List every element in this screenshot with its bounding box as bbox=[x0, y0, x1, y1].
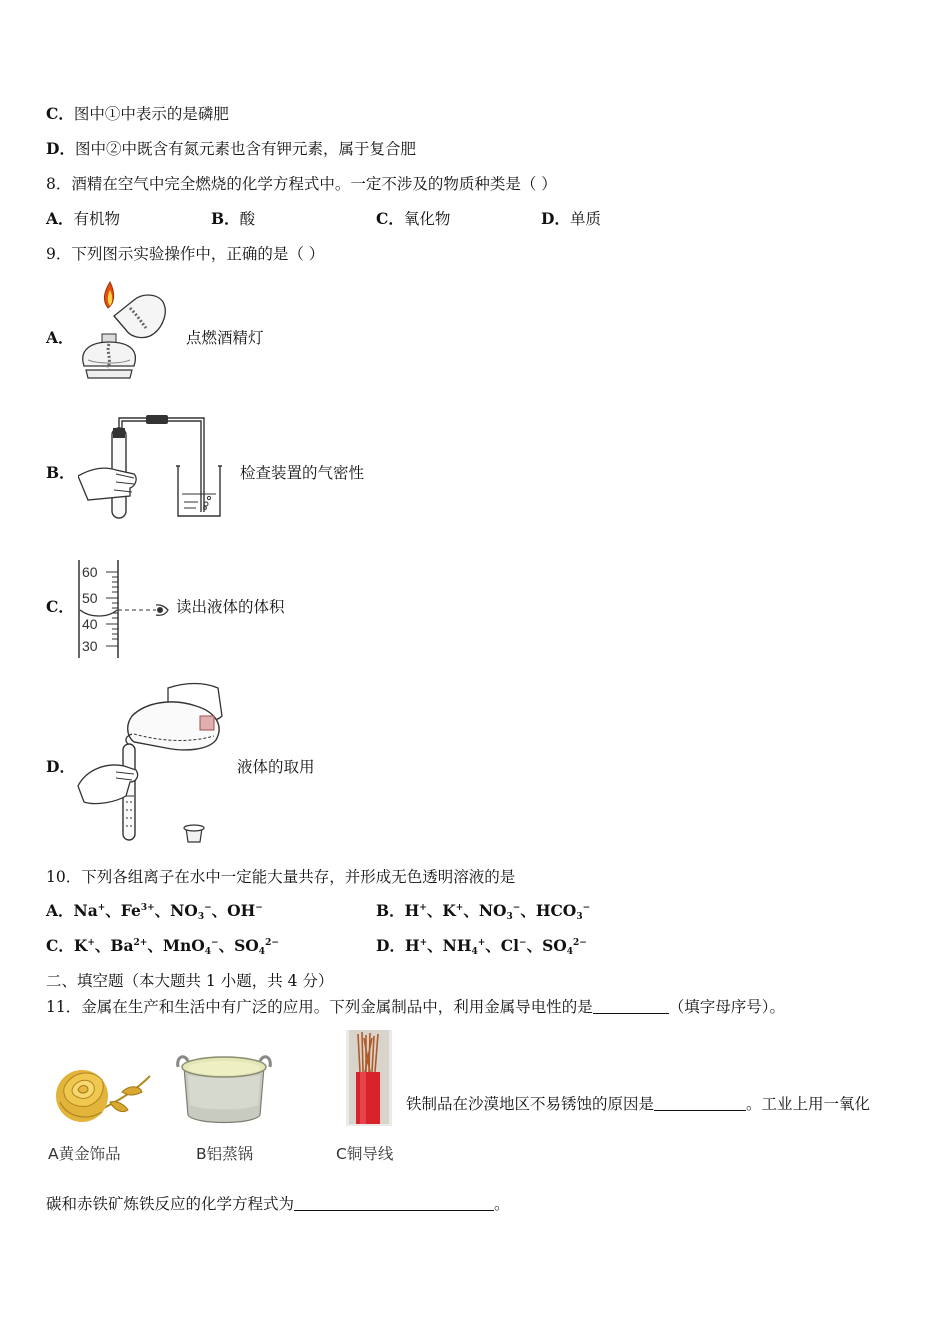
option-text: 图中①中表示的是磷肥 bbox=[73, 105, 229, 123]
q11-stem-text: 11．金属在生产和生活中有广泛的应用。下列金属制品中，利用金属导电性的是 bbox=[46, 998, 593, 1016]
caption-gold: A黄金饰品 bbox=[48, 1145, 121, 1163]
gold-rose-icon bbox=[52, 1058, 152, 1130]
q9-option-d-text: 液体的取用 bbox=[237, 758, 315, 776]
q11-last-line-before: 碳和赤铁矿炼铁反应的化学方程式为 bbox=[46, 1195, 295, 1213]
graduated-cylinder-reading-icon bbox=[76, 558, 176, 662]
q11-last-line-after: 。 bbox=[494, 1195, 510, 1213]
tick-label-60: 60 bbox=[82, 564, 98, 580]
q9-option-c-letter: C． bbox=[46, 597, 74, 616]
option-letter: D． bbox=[541, 209, 570, 228]
q7-option-c bbox=[46, 104, 229, 124]
option-text: 酸 bbox=[239, 210, 256, 228]
option-letter: C． bbox=[46, 936, 74, 955]
tick-label-50: 50 bbox=[82, 590, 98, 606]
q11-side-text bbox=[406, 1094, 870, 1114]
q10-option-c: C．K+、$Ba^{2+}$、MnO$_4$−、$SO_4^{2-}$ bbox=[46, 936, 279, 957]
q9-option-b-letter: B． bbox=[46, 463, 75, 482]
alcohol-lamp-lighting-icon bbox=[74, 278, 174, 386]
q9-option-b-text: 检查装置的气密性 bbox=[240, 464, 365, 482]
q10-option-b: B．H+、K+、$NO_3^-$、$HCO_3^-$ bbox=[376, 901, 591, 922]
option-letter: C． bbox=[376, 209, 404, 228]
section-title: 二、填空题（本大题共 1 小题，共 4 分） bbox=[46, 972, 334, 990]
q9-stem: 9．下列图示实验操作中，正确的是（ ） bbox=[46, 245, 325, 263]
option-letter: D． bbox=[376, 936, 405, 955]
q9-option-a-letter: A． bbox=[46, 328, 74, 347]
q8-option-b bbox=[211, 209, 255, 229]
option-letter: C． bbox=[46, 104, 74, 123]
option-text: 单质 bbox=[569, 210, 601, 228]
option-letter: A． bbox=[46, 209, 74, 228]
q11-stem-suffix: （填字母序号）。 bbox=[668, 998, 785, 1016]
q10-stem: 10．下列各组离子在水中一定能大量共存，并形成无色透明溶液的是 bbox=[46, 868, 516, 886]
q11-stem bbox=[46, 997, 785, 1017]
q8-option-c bbox=[376, 209, 450, 229]
option-letter: B． bbox=[376, 901, 405, 920]
q11-last-line bbox=[46, 1194, 510, 1214]
q9-option-c-text: 读出液体的体积 bbox=[176, 598, 285, 616]
q8-option-d bbox=[541, 209, 601, 229]
q8-stem: 8．酒精在空气中完全燃烧的化学方程式中。一定不涉及的物质种类是（ ） bbox=[46, 175, 557, 193]
tick-label-40: 40 bbox=[82, 616, 98, 632]
answer-blank[interactable] bbox=[593, 999, 669, 1014]
q9-option-a-text: 点燃酒精灯 bbox=[186, 329, 264, 347]
option-text: 图中②中既含有氮元素也含有钾元素，属于复合肥 bbox=[74, 140, 416, 158]
q8-option-a bbox=[46, 209, 120, 229]
q10-option-d: D．H+、$NH_4^+$、Cl−、$SO_4^{2-}$ bbox=[376, 936, 587, 957]
q9-option-d-letter: D． bbox=[46, 757, 75, 776]
q7-option-d bbox=[46, 139, 416, 159]
answer-blank[interactable] bbox=[654, 1096, 746, 1111]
option-text: 有机物 bbox=[73, 210, 121, 228]
option-text: 氧化物 bbox=[403, 210, 451, 228]
option-letter: B． bbox=[211, 209, 240, 228]
option-letter: D． bbox=[46, 139, 75, 158]
q11-side-text-before: 铁制品在沙漠地区不易锈蚀的原因是 bbox=[406, 1095, 655, 1113]
caption-wire: C铜导线 bbox=[336, 1145, 394, 1163]
option-letter: A． bbox=[46, 901, 74, 920]
q10-option-a: A．Na+、$Fe^{3+}$、$NO_3^-$、OH− bbox=[46, 901, 263, 922]
liquid-pouring-icon bbox=[76, 678, 224, 848]
copper-wire-icon bbox=[346, 1030, 392, 1126]
answer-blank[interactable] bbox=[294, 1196, 494, 1211]
caption-pot: B铝蒸锅 bbox=[196, 1145, 254, 1163]
tick-label-30: 30 bbox=[82, 638, 98, 654]
airtightness-check-icon bbox=[78, 408, 228, 520]
q11-side-text-after: 。工业上用一氧化 bbox=[746, 1095, 871, 1113]
aluminum-pot-icon bbox=[174, 1045, 274, 1129]
